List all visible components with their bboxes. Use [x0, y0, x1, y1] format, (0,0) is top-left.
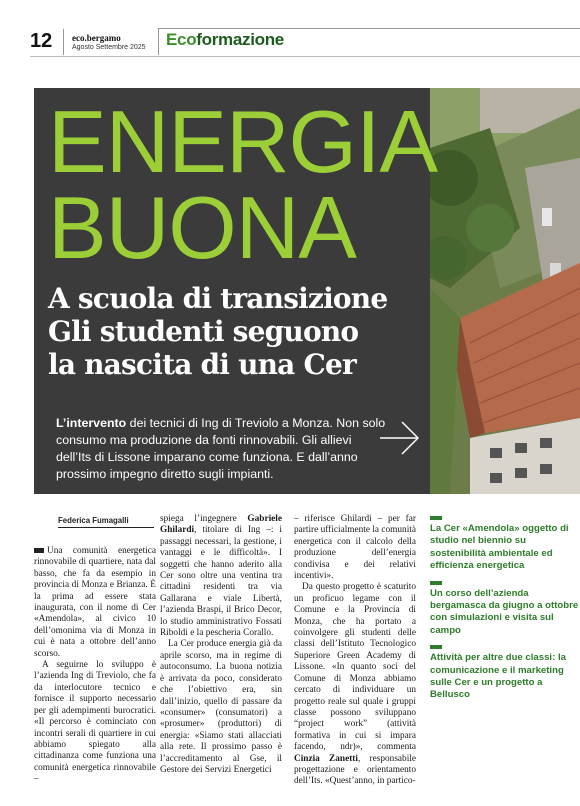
paper-name: eco.bergamo — [72, 33, 121, 43]
page-header — [0, 0, 580, 60]
hero-title-line2: BUONA — [48, 178, 356, 277]
article-column-2 — [160, 514, 282, 776]
paragraph: A seguirne lo sviluppo è l’azienda Ing di Treviolo, che fa da interlocutore tecnico e fornisce il supporto necessario per gli adempimenti burocratici. «Il percorso è cominciato con incontri serali di quartiere in cui abbiamo spiegato alla cittadinanza come funziona una comunità energetica rinnovabile – — [34, 660, 156, 785]
hero-title-line1: ENERGIA — [48, 92, 438, 191]
article-column-3 — [294, 514, 416, 788]
headline-line: A scuola di transizione — [48, 282, 388, 315]
intro-text: L’intervento dei tecnici di Ing di Treviolo a Monza. Non solo consumo ma produzione da fonti rinnovabili. Gli allievi dell’Its di Lissone imparano come funziona. E dall’anno prossimo impegno diretto sugli impianti. — [56, 416, 386, 481]
caption: Attività per altre due classi: la comunicazione e il marketing sulle Cer e un progetto a Bellusco — [430, 645, 580, 702]
arrow-right-icon — [380, 418, 420, 458]
issue-date: Agosto Settembre 2025 — [72, 44, 146, 51]
photo-captions — [430, 516, 580, 710]
paragraph: Da questo progetto è scaturito un proficuo legame con il Comune e la Provincia di Monza, che ha portato a coinvolgere gli studenti delle classi dell’Istituto Tecnologico Superiore Green Academy di Lissone. «In quanto soci del Comune di Monza abbiamo cercato di individuare un progetto reale sul quale i gruppi classe possono sviluppano “project work” (attività formativa in cui si impara facendo, ndr)», commenta Cinzia Zanetti, responsabile progettazione e orientamento dell’Its. «Quest’anno, in partico- — [294, 582, 417, 787]
byline: Federica Fumagalli — [58, 516, 154, 528]
paragraph: – riferisce Ghilardi – per far partire ufficialmente la comunità energetica con il calcolo della produzione dell’energia condivisa e dei relativi incentivi». — [294, 514, 416, 582]
headline-line: la nascita di una Cer — [48, 348, 356, 381]
article-column-1 — [34, 546, 156, 786]
page-number: 12 — [30, 30, 53, 52]
paragraph: La Cer produce energia già da aprile scorso, ma in regime di autoconsumo. La buona notizia è arrivata da poco, considerato che l’obiettivo era, sin dall’inizio, quello di passare da «consumer» (consumatori) a «prosumer» (produttori) di energia: «Siamo stati allacciati alla rete. Il prossimo passo è l’accreditamento al Gse, il Gestore dei Servizi Energetici — [160, 639, 282, 775]
paragraph: spiega l’ingegnere Gabriele Ghilardi, titolare di Ing –: i passaggi necessari, la gestione, i vantaggi e le difficoltà». I soggetti che hanno aderito alla Cer sono oltre una ventina tra cittadini residenti tra via Gallarana e viale Libertà, l’azienda Braspi, il Brico Decor, lo studio amministrativo Fossati Riboldi e la pescheria Corallo. — [160, 514, 282, 639]
hero-panel — [34, 88, 580, 494]
header-divider — [63, 29, 64, 55]
paragraph: Una comunità energetica rinnovabile di quartiere, nata dal basso, che fa da esempio in provincia di Monza e Brianza. È la prima ad essere stata inaugurata, con il nome di Cer «Amendola», al civico 10 dell’omonima via di Monza in cui è nata a ottobre dell’anno scorso. — [34, 546, 156, 659]
paragraph-bullet — [34, 548, 44, 553]
header-bottom-rule — [30, 56, 580, 57]
caption: La Cer «Amendola» oggetto di studio nel biennio su sostenibilità ambientale ed efficienza energetica — [430, 516, 580, 573]
headline — [48, 282, 458, 381]
caption: Un corso dell’azienda bergamasca da giugno a ottobre con simulazioni e visita sul campo — [430, 581, 580, 638]
section-title: Ecoformazione — [166, 30, 284, 49]
headline-line: Gli studenti seguono — [48, 315, 359, 348]
header-divider — [158, 29, 159, 55]
header-rule — [158, 28, 580, 29]
